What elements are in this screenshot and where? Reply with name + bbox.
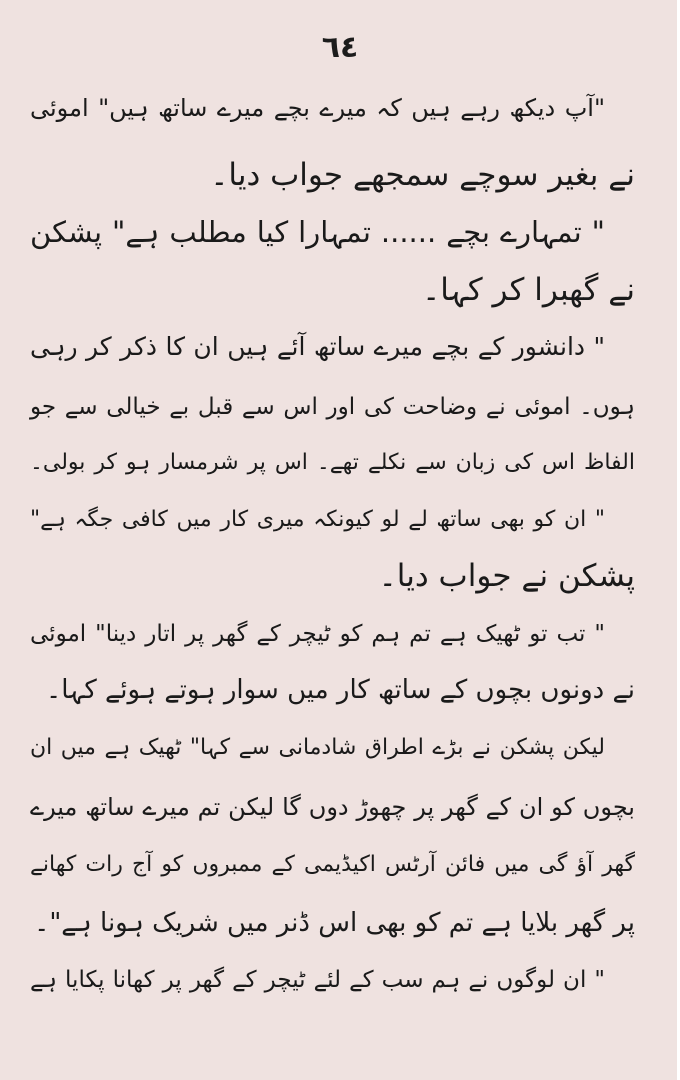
text-line: پر گھر بلایا ہے تم کو بھی اس ڈنر میں شریک ہونا ہے"۔ <box>34 908 635 938</box>
page-number: ٦٤ <box>321 30 359 65</box>
text-line: نے دونوں بچوں کے ساتھ کار میں سوار ہوتے ہوئے کہا۔ <box>46 675 635 705</box>
text-line: نے گھبرا کر کہا۔ <box>422 272 635 308</box>
text-line: پشکن نے جواب دیا۔ <box>378 558 635 594</box>
text-line: بچوں کو ان کے گھر پر چھوڑ دوں گا لیکن تم میرے ساتھ میرے <box>30 793 635 821</box>
text-line: گھر آؤ گی میں فائن آرٹس اکیڈیمی کے ممبروں کو آج رات کھانے <box>30 852 635 877</box>
text-line: " تب تو ٹھیک ہے تم ہم کو ٹیچر کے گھر پر اتار دینا" اموئی <box>30 621 605 647</box>
text-line: " تمہارے بچے ...... تمہارا کیا مطلب ہے" پشکن <box>30 215 605 249</box>
text-line: " ان لوگوں نے ہم سب کے لئے ٹیچر کے گھر پر کھانا پکایا ہے <box>30 967 605 993</box>
text-line: الفاظ اس کی زبان سے نکلے تھے۔ اس پر شرمسار ہو کر بولی۔ <box>30 450 635 475</box>
text-line: ہوں۔ اموئی نے وضاحت کی اور اس سے قبل بے خیالی سے جو <box>30 394 635 420</box>
text-line: " ان کو بھی ساتھ لے لو کیونکہ میری کار میں کافی جگہ ہے" <box>30 507 605 532</box>
text-line: " دانشور کے بچے میرے ساتھ آئے ہیں ان کا ذکر کر رہی <box>30 332 605 361</box>
text-line: نے بغیر سوچے سمجھے جواب دیا۔ <box>210 157 635 193</box>
text-line: لیکن پشکن نے بڑے اطراق شادمانی سے کہا" ٹھیک ہے میں ان <box>30 735 605 760</box>
text-line: "آپ دیکھ رہے ہیں کہ میرے بچے میرے ساتھ ہیں" اموئی <box>30 94 605 122</box>
